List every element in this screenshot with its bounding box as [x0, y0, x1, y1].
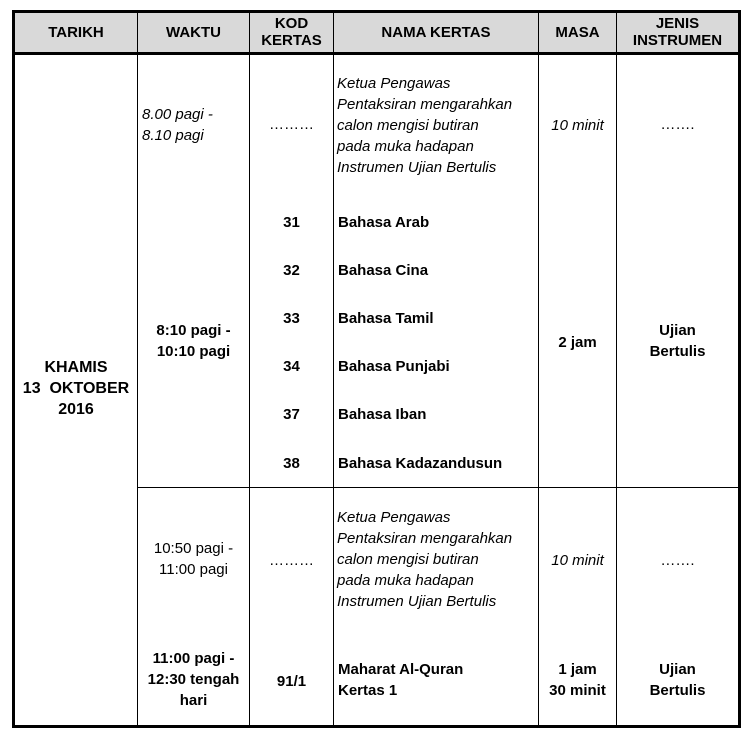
- block-divider: [138, 487, 741, 488]
- block2-exam-kod: 91/1: [276, 673, 307, 690]
- block2-intro-waktu: [138, 538, 249, 580]
- block1-intro-waktu: [142, 104, 213, 146]
- header-jenis-label: JENIS: [655, 15, 700, 32]
- header-kertas-label: KERTAS: [261, 32, 322, 49]
- header-nama-kertas-label: NAMA KERTAS: [381, 23, 491, 41]
- date-day-month: 13 OKTOBER: [22, 380, 130, 397]
- block1-intro-nama-line: Pentaksiran mengarahkan: [337, 96, 513, 113]
- block2-intro-kod: ………: [269, 552, 314, 569]
- block1-intro-nama-line: Ketua Pengawas: [337, 75, 451, 92]
- block2-exam-waktu-end: 12:30 tengah: [147, 671, 240, 688]
- block2-exam-nama-line2: Kertas 1: [338, 682, 398, 699]
- block1-exam-jenis-line1: Ujian: [659, 322, 696, 339]
- block2-exam-masa-line2: 30 minit: [549, 682, 606, 699]
- block1-exam-masa: 2 jam: [558, 334, 597, 351]
- block1-intro-nama-line: calon mengisi butiran: [337, 117, 479, 134]
- block2-intro-nama: [337, 507, 512, 612]
- header-tarikh-label: TARIKH: [48, 23, 104, 41]
- block2-exam-nama-line1: Maharat Al-Quran: [338, 661, 464, 678]
- column-border: [333, 10, 334, 728]
- block2-exam-waktu-hari: hari: [179, 692, 208, 709]
- date-year: 2016: [58, 401, 94, 418]
- header-tarikh: [15, 10, 137, 54]
- paper-nama: Bahasa Iban: [338, 406, 427, 423]
- block1-exam-waktu-start: 8:10 pagi -: [156, 322, 231, 339]
- block1-exam-waktu: [138, 320, 249, 362]
- paper-nama: Bahasa Kadazandusun: [338, 455, 503, 472]
- column-border: [137, 10, 138, 728]
- block1-intro-nama-line: Instrumen Ujian Bertulis: [337, 159, 497, 176]
- column-border: [738, 10, 741, 728]
- header-kod-label: KOD: [274, 15, 309, 32]
- paper-nama: Bahasa Tamil: [338, 310, 434, 327]
- block1-exam-jenis: [617, 320, 738, 362]
- header-kod-kertas: [250, 10, 333, 54]
- block2-intro-nama-line: Ketua Pengawas: [337, 509, 451, 526]
- block2-exam-jenis-line1: Ujian: [659, 661, 696, 678]
- header-jenis-instrumen: [617, 10, 738, 54]
- block2-exam-jenis-line2: Bertulis: [649, 682, 706, 699]
- paper-kod: 31: [283, 214, 300, 231]
- block2-intro-nama-line: calon mengisi butiran: [337, 551, 479, 568]
- block2-intro-nama-line: Pentaksiran mengarahkan: [337, 530, 513, 547]
- block1-intro-waktu-end: 8.10 pagi: [142, 127, 204, 144]
- paper-kod: 37: [283, 406, 300, 423]
- date-day: KHAMIS: [44, 359, 108, 376]
- paper-kod: 34: [283, 358, 300, 375]
- paper-nama: Bahasa Cina: [338, 262, 429, 279]
- paper-kod: 38: [283, 455, 300, 472]
- header-waktu-label: WAKTU: [166, 23, 221, 41]
- header-masa-label: MASA: [555, 23, 600, 41]
- block1-intro-nama: [337, 73, 512, 178]
- block1-exam-waktu-end: 10:10 pagi: [156, 343, 231, 360]
- block1-intro-waktu-start: 8.00 pagi -: [142, 106, 213, 123]
- block2-exam-jenis: [617, 659, 738, 701]
- block2-intro-waktu-start: 10:50 pagi -: [153, 540, 234, 557]
- block1-exam-jenis-line2: Bertulis: [649, 343, 706, 360]
- block2-exam-masa-line1: 1 jam: [558, 661, 597, 678]
- block2-exam-waktu: [138, 648, 249, 711]
- block2-exam-waktu-start: 11:00 pagi -: [152, 650, 235, 667]
- block2-intro-nama-line: pada muka hadapan: [337, 572, 474, 589]
- block2-intro-waktu-end: 11:00 pagi: [159, 561, 228, 578]
- block2-intro-masa: 10 minit: [551, 552, 604, 569]
- block1-intro-nama-line: pada muka hadapan: [337, 138, 474, 155]
- header-masa: [539, 10, 616, 54]
- paper-kod: 33: [283, 310, 300, 327]
- paper-nama: Bahasa Arab: [338, 214, 430, 231]
- header-waktu: [138, 10, 249, 54]
- header-nama-kertas: [334, 10, 538, 54]
- block1-intro-kod: ………: [269, 116, 314, 133]
- date-cell: [15, 357, 137, 420]
- block2-exam-nama: [338, 659, 463, 701]
- block2-intro-nama-line: Instrumen Ujian Bertulis: [337, 593, 497, 610]
- block2-exam-masa: [539, 659, 616, 701]
- block1-intro-jenis: …….: [660, 116, 695, 133]
- paper-kod: 32: [283, 262, 300, 279]
- block1-intro-masa: 10 minit: [551, 117, 604, 134]
- header-instrumen-label: INSTRUMEN: [632, 32, 723, 49]
- block2-intro-jenis: …….: [660, 552, 695, 569]
- paper-nama: Bahasa Punjabi: [338, 358, 450, 375]
- table-bottom-border: [12, 725, 741, 728]
